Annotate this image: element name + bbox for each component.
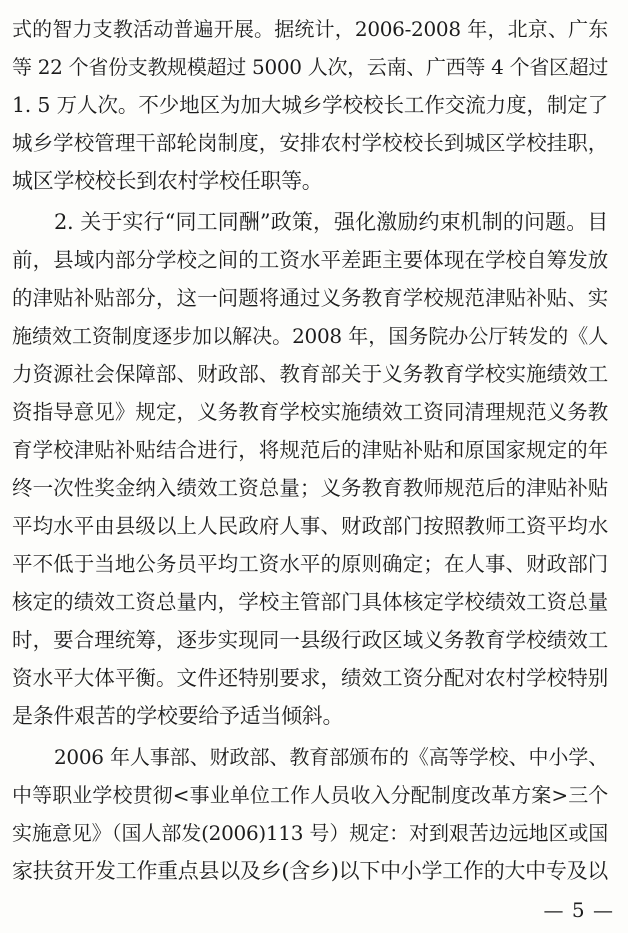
- text-line: 中等职业学校贯彻<事业单位工作人员收入分配制度改革方案>三个: [12, 783, 608, 807]
- text-line: 式的智力支教活动普遍开展。据统计，2006-2008 年，北京、广东: [12, 17, 608, 41]
- text-line: 等 22 个省份支教规模超过 5000 人次，云南、广西等 4 个省区超过: [12, 55, 609, 79]
- text-line: 资水平大体平衡。文件还特别要求，绩效工资分配对农村学校特别: [12, 666, 608, 690]
- text-line: 育学校津贴补贴结合进行，将规范后的津贴补贴和原国家规定的年: [12, 438, 608, 462]
- text-line: 时，要合理统筹，逐步实现同一县级行政区域义务教育学校绩效工: [12, 628, 608, 652]
- text-line: 是条件艰苦的学校要给予适当倾斜。: [12, 704, 344, 728]
- text-line: 的津贴补贴部分，这一问题将通过义务教育学校规范津贴补贴、实: [12, 286, 608, 310]
- text-line: 平均水平由县级以上人民政府人事、财政部门按照教师工资平均水: [12, 514, 608, 538]
- text-line: 实施意见》（国人部发(2006)113 号）规定：对到艰苦边远地区或国: [12, 821, 608, 845]
- text-line: 家扶贫开发工作重点县以及乡(含乡)以下中小学工作的大中专及以: [12, 859, 608, 883]
- paragraph-start-line: 2. 关于实行“同工同酬”政策，强化激励约束机制的问题。目: [54, 210, 608, 234]
- text-line: 资指导意见》规定，义务教育学校实施绩效工资同清理规范义务教: [12, 400, 608, 424]
- text-line: 终一次性奖金纳入绩效工资总量；义务教育教师规范后的津贴补贴: [12, 476, 608, 500]
- text-line: 施绩效工资制度逐步加以解决。2008 年，国务院办公厅转发的《人: [12, 324, 608, 348]
- text-line: 前，县域内部分学校之间的工资水平差距主要体现在学校自筹发放: [12, 248, 608, 272]
- page-number: — 5 —: [543, 898, 614, 922]
- text-line: 力资源社会保障部、财政部、教育部关于义务教育学校实施绩效工: [12, 362, 608, 386]
- text-line: 核定的绩效工资总量内，学校主管部门具体核定学校绩效工资总量: [12, 590, 608, 614]
- text-line: 城乡学校管理干部轮岗制度，安排农村学校校长到城区学校挂职，: [12, 131, 608, 155]
- text-line: 1. 5 万人次。不少地区为加大城乡学校校长工作交流力度，制定了: [12, 93, 608, 117]
- text-line: 城区学校校长到农村学校任职等。: [12, 169, 323, 193]
- text-line: 平不低于当地公务员平均工资水平的原则确定；在人事、财政部门: [12, 552, 608, 576]
- paragraph-start-line: 2006 年人事部、财政部、教育部颁布的《高等学校、中小学、: [54, 745, 608, 769]
